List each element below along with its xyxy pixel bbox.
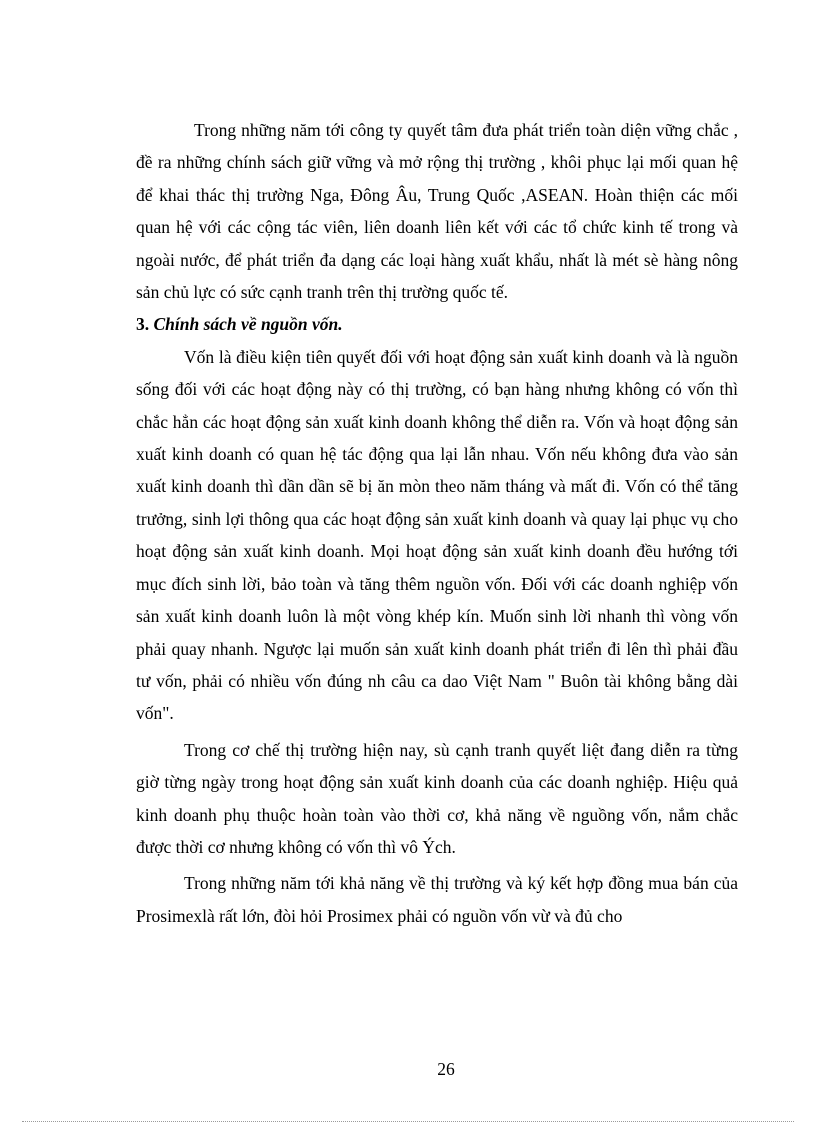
page-number: 26 xyxy=(437,1059,455,1079)
page-bottom-divider xyxy=(22,1121,794,1122)
paragraph-competition: Trong cơ chế thị trường hiện nay, sù cạnh tranh quyết liệt đang diễn ra từng giờ từng ngày trong hoạt động sản xuất kinh doanh của các doanh nghiệp. Hiệu quả kinh doanh phụ thuộc hoàn toàn vào thời cơ, khả năng về nguồng vốn, nắm chắc được thời cơ nhưng không có vốn thì vô Ých. xyxy=(136,739,738,857)
paragraph-intro: Trong những năm tới công ty quyết tâm đưa phát triển toàn diện vững chắc , đề ra những chính sách giữ vững và mở rộng thị trường , khôi phục lại mối quan hệ để khai thác thị trường Nga, Đông Âu, Trung Quốc ,ASEAN. Hoàn thiện các mối quan hệ với các cộng tác viên, liên doanh liên kết với các tổ chức kinh tế trong và ngoài nước, để phát triển đa dạng các loại hàng xuất khẩu, nhất là mét sè hàng nông sản chủ lực có sức cạnh tranh trên thị trường quốc tế. xyxy=(136,120,738,303)
section-heading-number: 3. xyxy=(136,314,150,335)
section-heading xyxy=(136,308,738,340)
paragraph-future: Trong những năm tới khả năng về thị trường và ký kết hợp đồng mua bán của Prosimexlà rất lớn, đòi hỏi Prosimex phải có nguồn vốn vừ và đủ cho xyxy=(136,873,738,926)
section-heading-title: Chính sách về nguồn vốn. xyxy=(153,314,343,335)
paragraph-capital: Vốn là điều kiện tiên quyết đối với hoạt động sản xuất kinh doanh và là nguồn sống đối với các hoạt động này có thị trường, có bạn hàng nhưng không có vốn thì chắc hẳn các hoạt động sản xuất kinh doanh không thể diễn ra. Vốn và hoạt động sản xuất kinh doanh có quan hệ tác động qua lại lẫn nhau. Vốn nếu không đưa vào sản xuất kinh doanh thì dần dần sẽ bị ăn mòn theo năm tháng và mất đi. Vốn có thể tăng trưởng, sinh lợi thông qua các hoạt động sản xuất kinh doanh và quay lại phục vụ cho hoạt động sản xuất kinh doanh. Mọi hoạt động sản xuất kinh doanh đều hướng tới mục đích sinh lời, bảo toàn và tăng thêm nguồn vốn. Đối với các doanh nghiệp vốn sản xuất kinh doanh luôn là một vòng khép kín. Muốn sinh lời nhanh thì vòng vốn phải quay nhanh. Ngược lại muốn sản xuất kinh doanh phát triển đi lên thì phải đầu tư vốn, phải có nhiều vốn đúng nh câu ca dao Việt Nam " Buôn tài không bằng dài vốn". xyxy=(136,346,738,724)
page-body xyxy=(136,114,738,932)
